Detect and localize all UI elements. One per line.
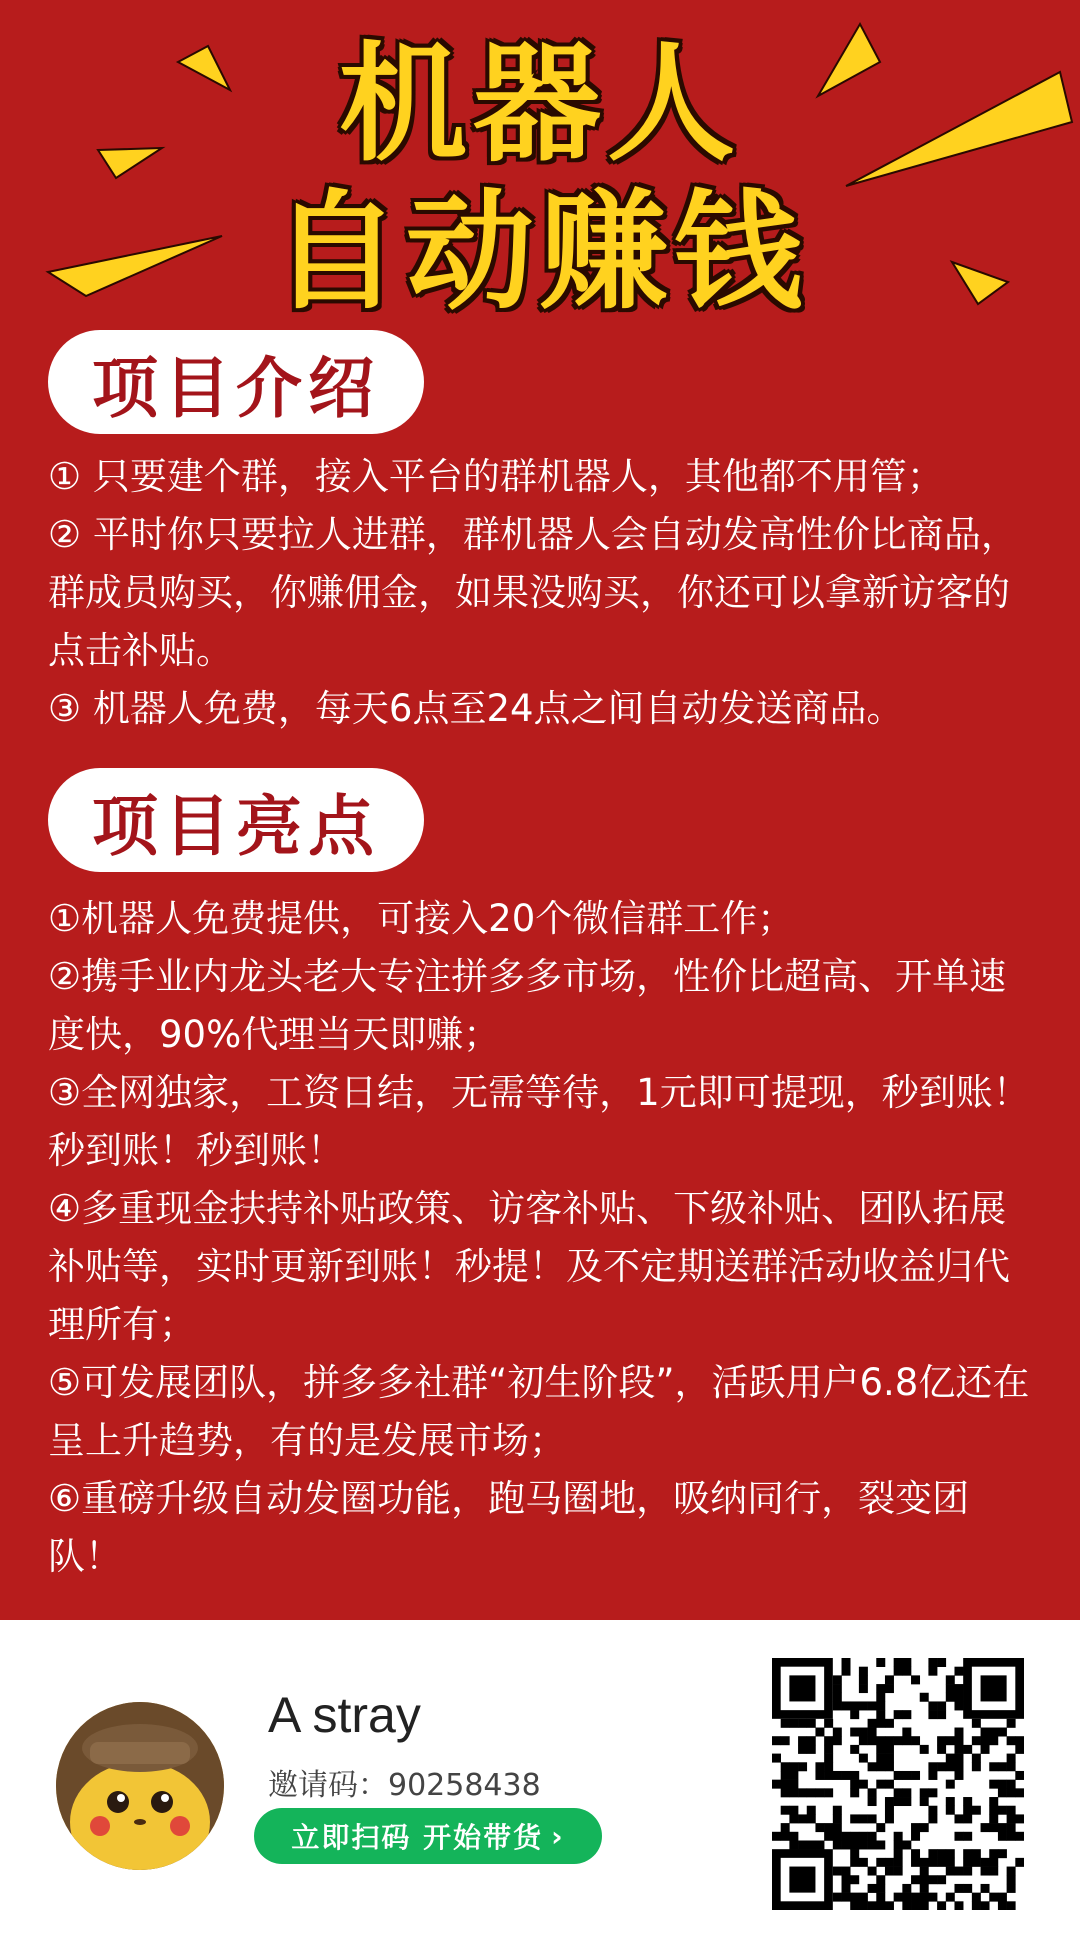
highlight-item: ⑥重磅升级自动发圈功能，跑马圈地，吸纳同行，裂变团队！ [48, 1477, 970, 1578]
intro-item: ② 平时你只要拉人进群，群机器人会自动发高性价比商品，群成员购买，你赚佣金，如果没购买，你还可以拿新访客的点击补贴。 [48, 513, 1018, 672]
avatar [56, 1702, 224, 1870]
scan-start-button[interactable] [254, 1808, 602, 1864]
highlight-item: ②携手业内龙头老大专注拼多多市场，性价比超高、开单速度快，90%代理当天即赚； [48, 955, 1007, 1056]
intro-item: ① 只要建个群，接入平台的群机器人，其他都不用管； [48, 455, 944, 498]
scan-start-label: 立即扫码 开始带货 [291, 1821, 544, 1854]
highlight-item: ③全网独家，工资日结，无需等待，1元即可提现，秒到账！秒到账！秒到账！ [48, 1071, 1030, 1172]
highlight-item: ④多重现金扶持补贴政策、访客补贴、下级补贴、团队拓展补贴等，实时更新到账！秒提！及不定期送群活动收益归代理所有； [48, 1187, 1010, 1346]
pikachu-avatar-icon [56, 1702, 224, 1870]
poster-title-line1: 机器人 [338, 30, 741, 179]
highlights-heading: 项目亮点 [48, 768, 424, 872]
highlights-list [48, 890, 1038, 1586]
user-name: A stray [268, 1687, 421, 1743]
invite-code-row [268, 1760, 541, 1804]
highlight-item: ⑤可发展团队，拼多多社群“初生阶段”，活跃用户6.8亿还在呈上升趋势，有的是发展市场； [48, 1361, 1030, 1462]
chevron-right-icon: › [551, 1819, 565, 1853]
qr-code-icon[interactable] [772, 1658, 1024, 1910]
highlight-item: ①机器人免费提供，可接入20个微信群工作； [48, 897, 795, 940]
poster-title-line2: 自动赚钱 [271, 178, 808, 327]
invite-label: 邀请码： [268, 1768, 388, 1803]
intro-heading: 项目介绍 [48, 330, 424, 434]
intro-list [48, 448, 1038, 738]
intro-item: ③ 机器人免费，每天6点至24点之间自动发送商品。 [48, 687, 904, 730]
invite-code: 90258438 [388, 1768, 541, 1803]
share-footer [0, 1620, 1080, 1948]
